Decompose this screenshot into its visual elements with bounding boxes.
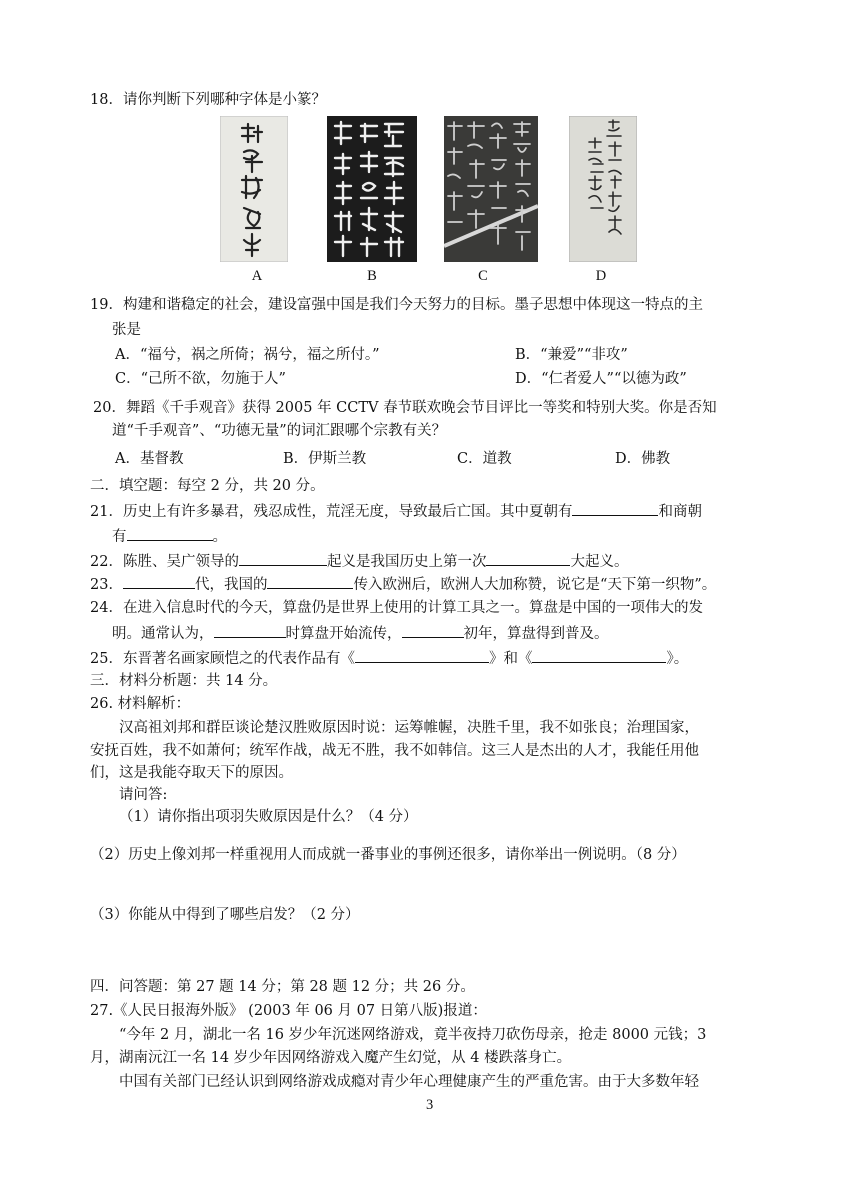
q27-paragraph-line2: 月，湖南沅江一名 14 岁少年因网络游戏入魔产生幻觉，从 4 楼跌落身亡。 bbox=[90, 1050, 572, 1066]
page-number: 3 bbox=[426, 1097, 434, 1113]
q21-blank-1[interactable] bbox=[572, 500, 658, 516]
q21-blank-2[interactable] bbox=[127, 525, 213, 541]
q22-blank-1[interactable] bbox=[239, 550, 327, 566]
q20-stem-line1: 20．舞蹈《千手观音》获得 2005 年 CCTV 春节联欢晚会节目评比一等奖和特别大奖。你是否知 bbox=[93, 400, 717, 416]
q26-material-line3: 们，这是我能夺取天下的原因。 bbox=[90, 765, 293, 781]
script-image-b bbox=[327, 116, 417, 262]
section-3-heading: 三．材料分析题：共 14 分。 bbox=[90, 673, 278, 689]
q25-line: 25．东晋著名画家顾恺之的代表作品有《 》和《 》。 bbox=[90, 647, 688, 669]
q23-line: 23． 代，我国的 传入欧洲后，欧洲人大加称赞，说它是“天下第一织物”。 bbox=[90, 573, 716, 595]
q19-stem-line2: 张是 bbox=[112, 322, 141, 338]
script-image-c bbox=[444, 116, 538, 262]
q19-option-a: A．“福兮，祸之所倚；祸兮，福之所付。” bbox=[115, 347, 380, 363]
q24-blank-2[interactable] bbox=[402, 622, 464, 638]
q19-option-c: C．“己所不欲，勿施于人” bbox=[115, 371, 286, 387]
q20-option-a: A．基督教 bbox=[115, 451, 184, 467]
q19-option-d: D．“仁者爱人”“以德为政” bbox=[515, 371, 687, 387]
q24-blank-1[interactable] bbox=[214, 622, 286, 638]
option-label-a: A bbox=[251, 268, 263, 284]
q26-ask: 请问答: bbox=[119, 787, 168, 803]
option-label-d: D bbox=[595, 268, 607, 284]
q21-line1: 21．历史上有许多暴君，残忍成性，荒淫无度，导致最后亡国。其中夏朝有 和商朝 bbox=[90, 500, 702, 522]
q18-stem: 18．请你判断下列哪种字体是小篆？ bbox=[90, 92, 326, 108]
q26-material-line1: 汉高祖刘邦和群臣谈论楚汉胜败原因时说：运筹帷幄，决胜千里，我不如张良；治理国家， bbox=[119, 720, 699, 736]
q20-option-b: B．伊斯兰教 bbox=[283, 451, 367, 467]
q21-line2: 有 。 bbox=[112, 525, 227, 547]
q26-title: 26. 材料解析： bbox=[90, 696, 191, 712]
q19-option-b: B．“兼爱”“非攻” bbox=[515, 347, 628, 363]
q27-title: 27.《人民日报海外版》 (2003 年 06 月 07 日第八版)报道： bbox=[90, 1003, 487, 1019]
q26-subquestion-3: （3）你能从中得到了哪些启发？（2 分） bbox=[90, 907, 360, 923]
q25-blank-2[interactable] bbox=[532, 647, 666, 663]
seal-script-image-a bbox=[220, 116, 288, 262]
q23-blank-1[interactable] bbox=[123, 573, 195, 589]
section-2-heading: 二．填空题：每空 2 分，共 20 分。 bbox=[90, 478, 325, 494]
q20-option-c: C．道教 bbox=[457, 451, 512, 467]
q19-stem-line1: 19．构建和谐稳定的社会，建设富强中国是我们今天努力的目标。墨子思想中体现这一特点的主 bbox=[90, 297, 703, 313]
section-4-heading: 四．问答题：第 27 题 14 分；第 28 题 12 分；共 26 分。 bbox=[90, 979, 475, 995]
q26-subquestion-1: （1）请你指出项羽失败原因是什么？（4 分） bbox=[119, 809, 418, 825]
q24-line1: 24．在进入信息时代的今天，算盘仍是世界上使用的计算工具之一。算盘是中国的一项伟大的发 bbox=[90, 600, 703, 616]
q22-line: 22．陈胜、吴广领导的 起义是我国历史上第一次 大起义。 bbox=[90, 550, 628, 572]
q27-paragraph-line1: “今年 2 月，湖北一名 16 岁少年沉迷网络游戏，竟半夜持刀砍伤母亲，抢走 8000 元钱；3 bbox=[119, 1027, 707, 1043]
q25-blank-1[interactable] bbox=[355, 647, 489, 663]
q27-paragraph-line3: 中国有关部门已经认识到网络游戏成瘾对青少年心理健康产生的严重危害。由于大多数年轻 bbox=[119, 1074, 699, 1090]
q26-material-line2: 安抚百姓，我不如萧何；统军作战，战无不胜，我不如韩信。这三人是杰出的人才，我能任用他 bbox=[90, 743, 699, 759]
q24-line2: 明。通常认为， 时算盘开始流传， 初年，算盘得到普及。 bbox=[112, 622, 609, 644]
option-label-c: C bbox=[478, 268, 488, 284]
q20-stem-line2: 道“千手观音”、“功德无量”的词汇跟哪个宗教有关？ bbox=[112, 423, 447, 439]
q22-blank-2[interactable] bbox=[486, 550, 570, 566]
q26-subquestion-2: （2）历史上像刘邦一样重视用人而成就一番事业的事例还很多，请你举出一例说明。（8 分） bbox=[90, 847, 686, 863]
option-label-b: B bbox=[367, 268, 377, 284]
q23-blank-2[interactable] bbox=[267, 573, 353, 589]
q20-option-d: D．佛教 bbox=[615, 451, 671, 467]
script-image-d bbox=[569, 116, 637, 262]
